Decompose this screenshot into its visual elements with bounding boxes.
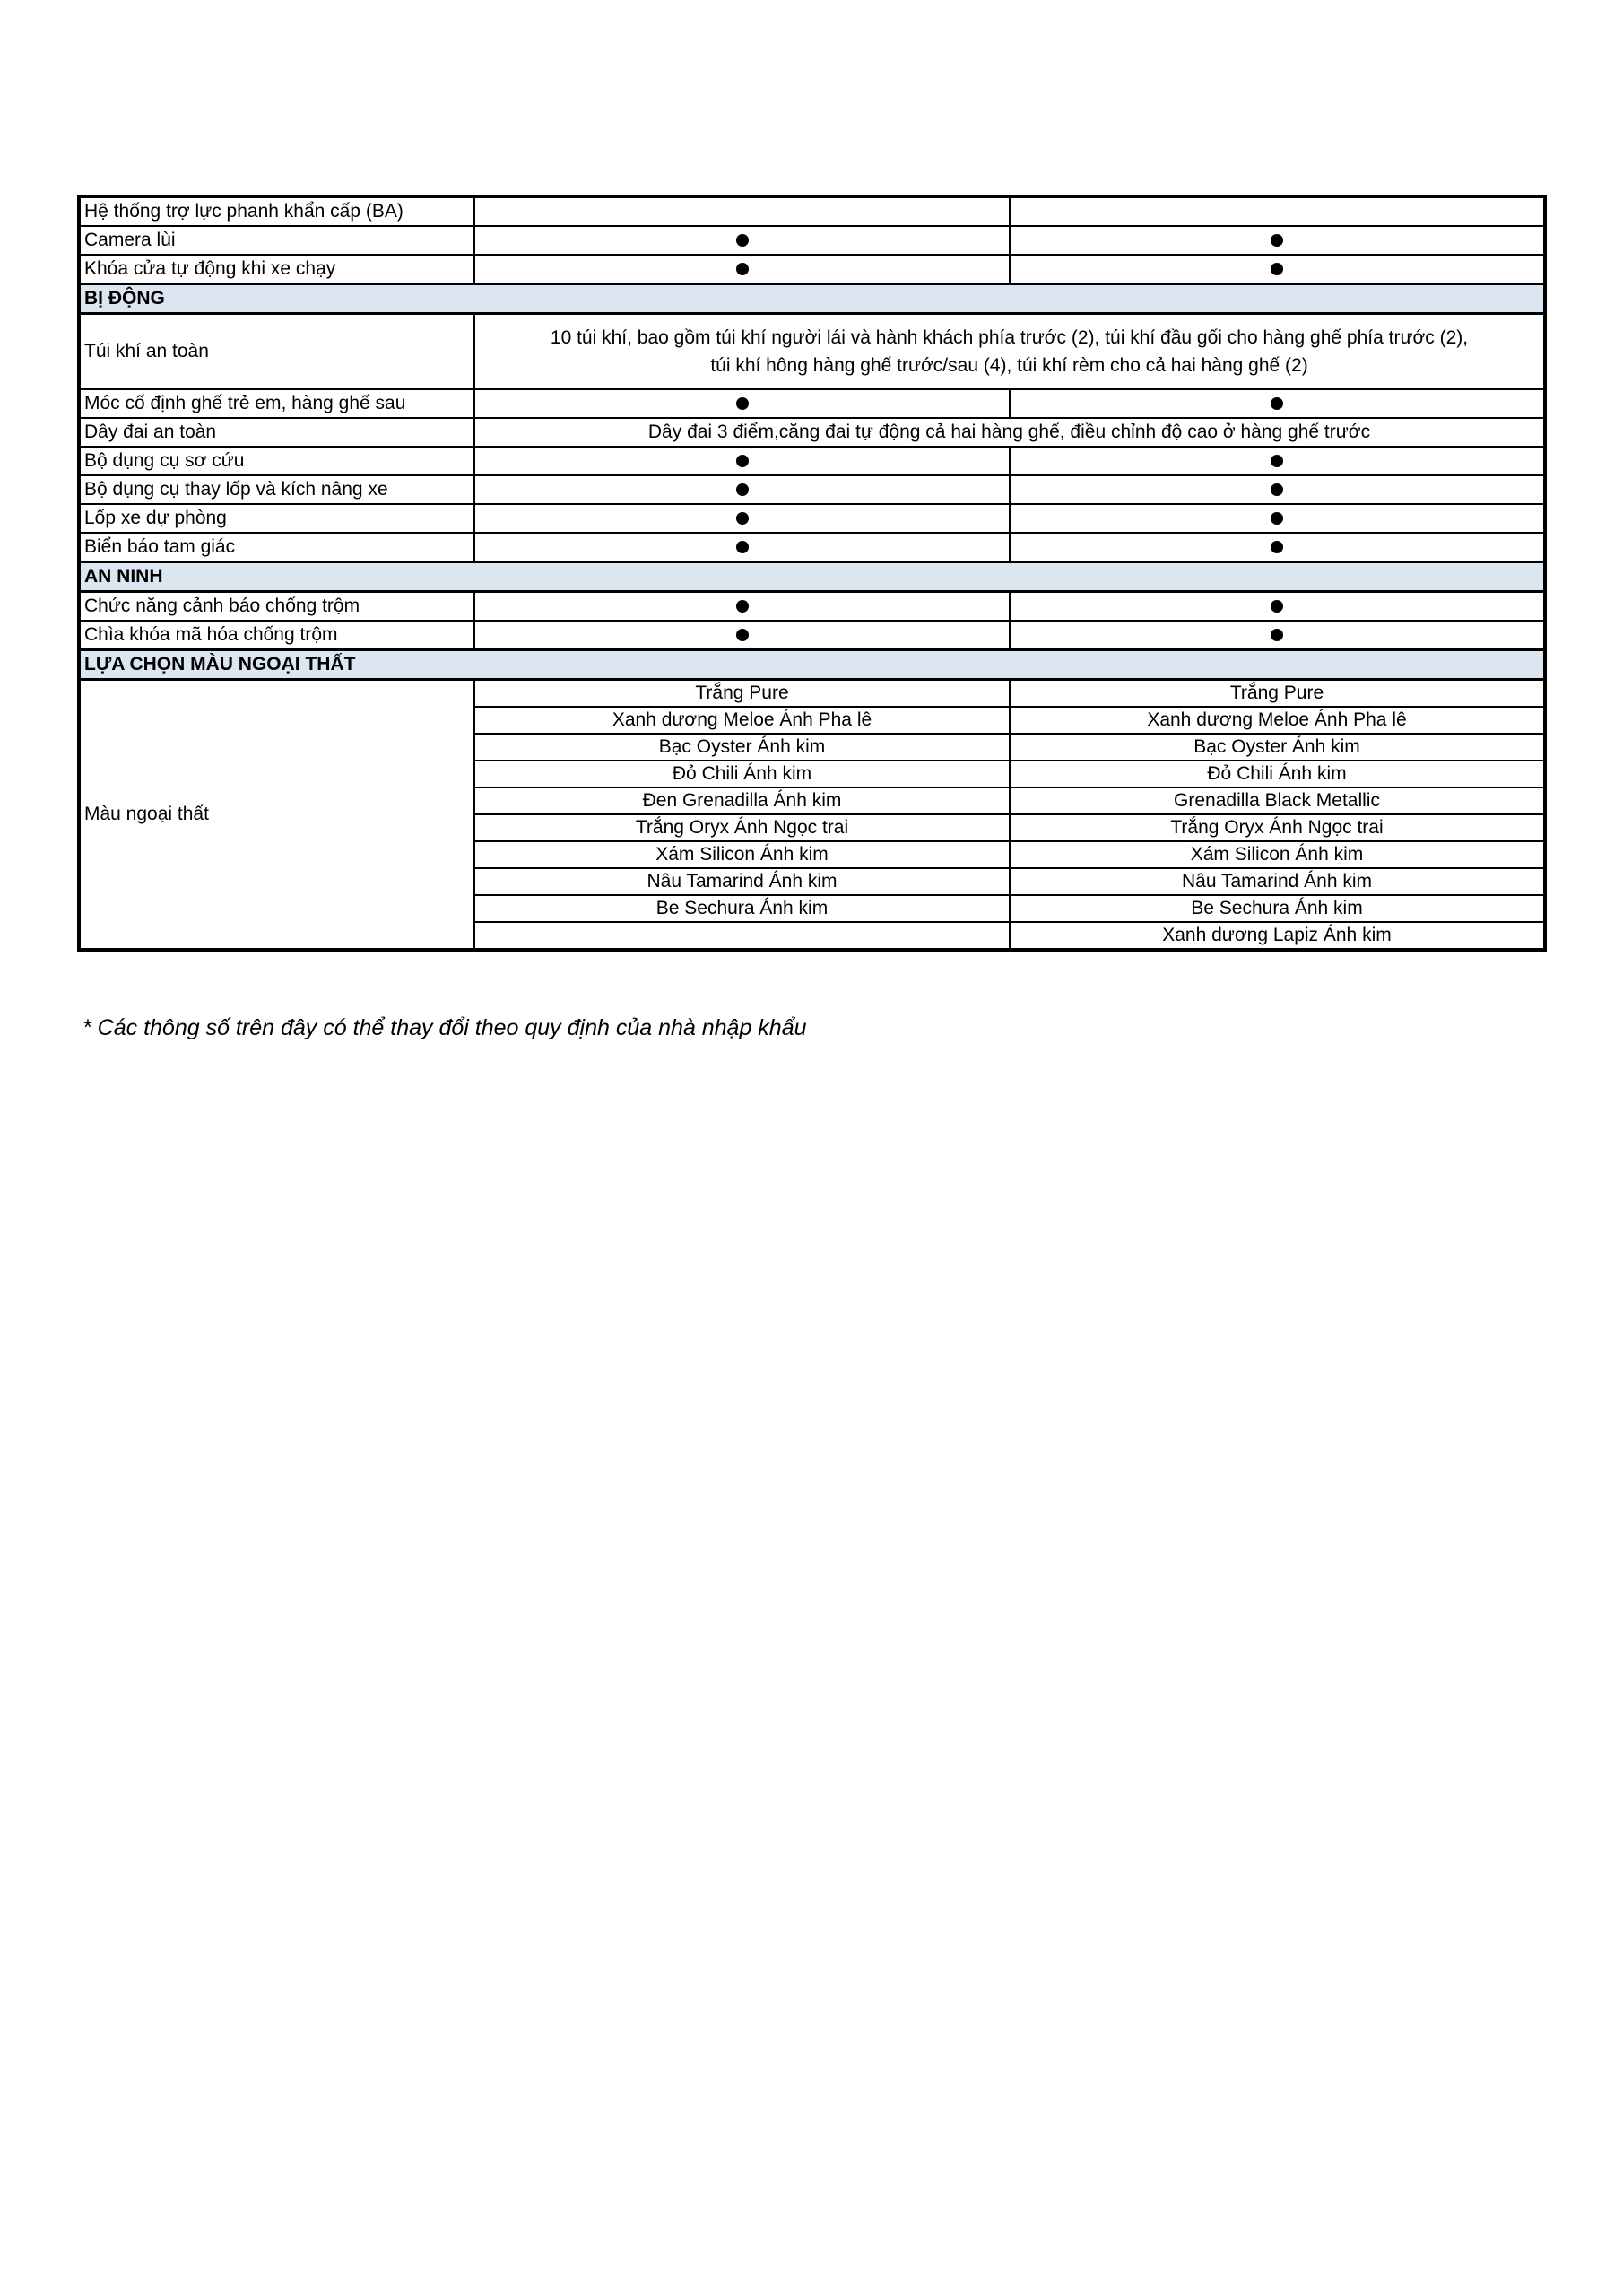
value-cell-2 [1010,389,1545,418]
bullet-dot-icon [736,541,749,553]
row-label: Khóa cửa tự động khi xe chạy [79,255,474,284]
value-cell-2 [1010,447,1545,475]
color-option-2: Đỏ Chili Ánh kim [1010,761,1545,787]
value-cell-2 [1010,255,1545,284]
row-label: Túi khí an toàn [79,314,474,390]
bullet-dot-icon [1271,455,1283,467]
color-option-1: Xám Silicon Ánh kim [474,841,1010,868]
value-cell-2 [1010,621,1545,650]
color-option-2: Xanh dương Meloe Ánh Pha lê [1010,707,1545,734]
spec-table [77,195,1547,952]
color-option-1: Đỏ Chili Ánh kim [474,761,1010,787]
bullet-dot-icon [1271,234,1283,247]
value-cell-2 [1010,226,1545,255]
bullet-dot-icon [736,263,749,275]
table-row [79,592,1545,622]
bullet-dot-icon [736,455,749,467]
color-option-2: Be Sechura Ánh kim [1010,895,1545,922]
section-header-colors [79,650,1545,680]
seatbelt-value: Dây đai 3 điểm,căng đai tự động cả hai hàng ghế, điều chỉnh độ cao ở hàng ghế trước [474,418,1545,447]
value-cell-1 [474,255,1010,284]
row-label: Móc cố định ghế trẻ em, hàng ghế sau [79,389,474,418]
bullet-dot-icon [736,512,749,525]
section-header-security [79,562,1545,592]
value-cell-1 [474,592,1010,622]
section-title: BỊ ĐỘNG [79,284,1545,314]
bullet-dot-icon [736,629,749,641]
table-row [79,196,1545,226]
table-row [79,314,1545,390]
value-cell-2 [1010,533,1545,562]
value-cell-2 [1010,196,1545,226]
airbag-line-2: túi khí hông hàng ghế trước/sau (4), túi khí rèm cho cả hai hàng ghế (2) [710,355,1308,376]
row-label: Lốp xe dự phòng [79,504,474,533]
footnote: * Các thông số trên đây có thể thay đổi theo quy định của nhà nhập khẩu [82,1015,807,1040]
table-row [79,533,1545,562]
color-option-2: Nâu Tamarind Ánh kim [1010,868,1545,895]
bullet-dot-icon [1271,512,1283,525]
airbag-line-1: 10 túi khí, bao gồm túi khí người lái và hành khách phía trước (2), túi khí đầu gối cho hàng ghế phía trước (2), [550,327,1469,348]
color-option-1: Trắng Oryx Ánh Ngọc trai [474,814,1010,841]
table-row [79,504,1545,533]
row-label: Bộ dụng cụ thay lốp và kích nâng xe [79,475,474,504]
bullet-dot-icon [1271,600,1283,613]
color-option-1: Bạc Oyster Ánh kim [474,734,1010,761]
bullet-dot-icon [736,397,749,410]
table-row [79,389,1545,418]
color-option-1: Xanh dương Meloe Ánh Pha lê [474,707,1010,734]
color-option-1: Nâu Tamarind Ánh kim [474,868,1010,895]
color-row [79,680,1545,708]
color-option-1 [474,922,1010,950]
value-cell-1 [474,504,1010,533]
color-option-1: Đen Grenadilla Ánh kim [474,787,1010,814]
bullet-dot-icon [736,234,749,247]
section-title: AN NINH [79,562,1545,592]
color-option-2: Grenadilla Black Metallic [1010,787,1545,814]
value-cell-1 [474,447,1010,475]
bullet-dot-icon [1271,263,1283,275]
color-option-1: Be Sechura Ánh kim [474,895,1010,922]
section-title: LỰA CHỌN MÀU NGOẠI THẤT [79,650,1545,680]
value-cell-1 [474,226,1010,255]
value-cell-1 [474,475,1010,504]
row-label: Biển báo tam giác [79,533,474,562]
color-option-2: Bạc Oyster Ánh kim [1010,734,1545,761]
bullet-dot-icon [1271,483,1283,496]
section-header-passive [79,284,1545,314]
table-row [79,226,1545,255]
row-label: Hệ thống trợ lực phanh khẩn cấp (BA) [79,196,474,226]
airbag-description [474,314,1545,390]
value-cell-1 [474,621,1010,650]
row-label: Camera lùi [79,226,474,255]
bullet-dot-icon [736,600,749,613]
row-label: Bộ dụng cụ sơ cứu [79,447,474,475]
color-option-1: Trắng Pure [474,680,1010,708]
color-option-2: Trắng Pure [1010,680,1545,708]
table-row [79,255,1545,284]
value-cell-1 [474,533,1010,562]
color-option-2: Trắng Oryx Ánh Ngọc trai [1010,814,1545,841]
value-cell-1 [474,196,1010,226]
bullet-dot-icon [1271,397,1283,410]
row-label: Chìa khóa mã hóa chống trộm [79,621,474,650]
color-option-2: Xám Silicon Ánh kim [1010,841,1545,868]
bullet-dot-icon [736,483,749,496]
value-cell-2 [1010,592,1545,622]
row-label: Dây đai an toàn [79,418,474,447]
table-row [79,621,1545,650]
table-row [79,475,1545,504]
value-cell-2 [1010,475,1545,504]
bullet-dot-icon [1271,541,1283,553]
row-label: Màu ngoại thất [79,680,474,951]
table-row [79,447,1545,475]
bullet-dot-icon [1271,629,1283,641]
color-option-2: Xanh dương Lapiz Ánh kim [1010,922,1545,950]
row-label: Chức năng cảnh báo chống trộm [79,592,474,622]
table-row [79,418,1545,447]
value-cell-1 [474,389,1010,418]
value-cell-2 [1010,504,1545,533]
